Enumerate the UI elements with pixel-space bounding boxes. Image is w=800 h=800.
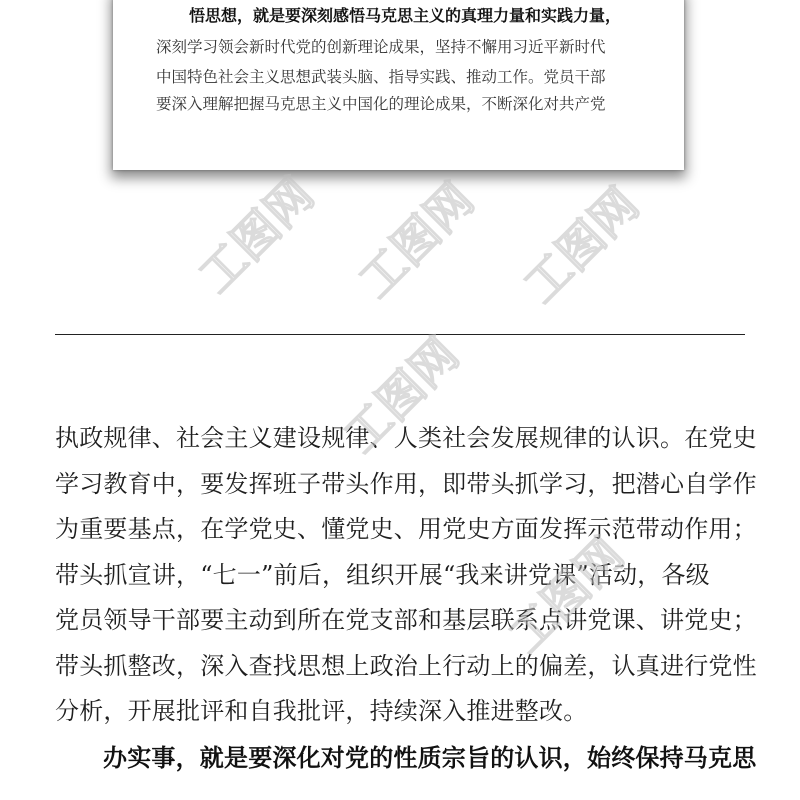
watermark-logo: 工图网 [348, 172, 485, 309]
paragraph-line: 为重要基点，在学党史、懂党史、用党史方面发挥示范带动作用； [55, 515, 757, 543]
card-text-line: 中国特色社会主义思想武装头脑、指导实践、推动工作。党员干部 [156, 68, 606, 86]
paragraph-line: 带头抓宣讲，“七一”前后，组织开展“我来讲党课”活动，各级 [55, 560, 710, 589]
paragraph-line: 学习教育中，要发挥班子带头作用，即带头抓学习，把潜心自学作 [55, 469, 757, 498]
paragraph-line: 党员领导干部要主动到所在党支部和基层联系点讲党课、讲党史； [55, 606, 757, 634]
watermark-logo: 工图网 [513, 177, 650, 314]
card-text-line: 深刻学习领会新时代党的创新理论成果，坚持不懈用习近平新时代 [156, 38, 606, 56]
paragraph-line: 带头抓整改，深入查找思想上政治上行动上的偏差，认真进行党性 [55, 651, 757, 680]
card-text-line: 要深入理解把握马克思主义中国化的理论成果，不断深化对共产党 [156, 95, 606, 113]
watermark-logo: 工图网 [498, 527, 635, 664]
watermark-logo: 工图网 [333, 327, 470, 464]
document-body [55, 416, 755, 780]
card-text-line: 悟思想，就是要深刻感悟马克思主义的真理力量和实践力量， [189, 6, 622, 25]
preview-card [113, 0, 684, 170]
watermark-logo: 工图网 [188, 167, 325, 304]
bold-lead-line: 办实事，就是要深化对党的性质宗旨的认识，始终保持马克思 [103, 742, 757, 772]
paragraph-line: 执政规律、社会主义建设规律、人类社会发展规律的认识。在党史 [55, 424, 757, 452]
paragraph-line: 分析，开展批评和自我批评，持续深入推进整改。 [55, 697, 588, 725]
section-divider [55, 334, 745, 335]
